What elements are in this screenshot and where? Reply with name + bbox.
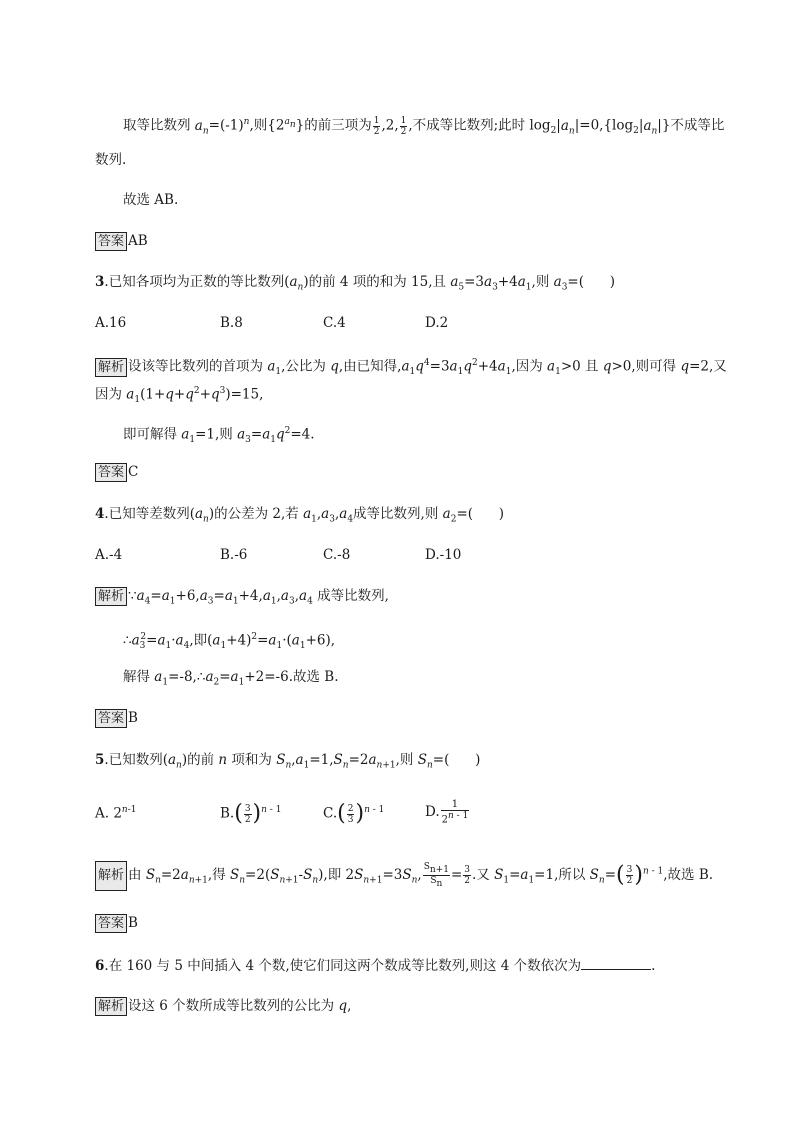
q5-option-d: D. $\frac{1}{2^{n - 1}}$ [425, 799, 469, 826]
q5-answer-value: B [128, 915, 138, 931]
q3-analysis-line-1: 解析 设该等比数列的首项为 $a_1$,公比为 q,由已知得$,a_1q^4=3a_1q^2+4a_1$,因为 $a_1>0$ 且 q>0,则可得 q=2,又 [95, 353, 727, 382]
q3-stem: 3.已知各项均为正数的等比数列$(a_n)$的前 4 项的和为 15,且 $a_5=3a_3+4a_1$,则 $a_3=$( ) [95, 274, 616, 293]
q4-answer-row [95, 708, 138, 728]
q2-answer-value: AB [128, 233, 148, 249]
q4-stem: 4.已知等差数列$(a_n)$的公差为 2,若 $a_1,a_3,a_4$成等比数列,则 $a_2=$( ) [95, 506, 505, 525]
q3-analysis-line-3: 即可解得 $a_1=1$,则 $a_3=a_1q^2=4$. [123, 426, 315, 446]
q3-analysis-line-2: 因为 $a_1(1+q+q^2+q^3)=15$, [95, 386, 264, 406]
q3-option-c: C.4 [323, 315, 346, 331]
analysis-label: 解析 [95, 997, 127, 1016]
q6-answer-blank [581, 955, 651, 970]
analysis-label: 解析 [95, 861, 127, 891]
q5-number: 5 [95, 752, 105, 768]
q3-answer-value: C [128, 464, 139, 480]
q3-option-a: A.16 [95, 315, 127, 331]
q5-answer-row [95, 913, 138, 933]
q5-option-b: B.( $\frac{3}{2}$ )$^{n - 1}$ [220, 801, 282, 826]
answer-label: 答案 [95, 914, 127, 933]
q3-answer-row [95, 462, 138, 482]
q4-number: 4 [95, 506, 105, 522]
prev-solution-line-2: 数列. [95, 152, 127, 168]
q3-option-d: D.2 [425, 315, 449, 331]
q5-analysis-line-1: 解析 由 $S_n=2a_{n+1}$,得 $S_n=2(S_{n+1}-S_n)$,即 $2S_{n+1}=3S_n$, $\frac{S_{n+1}}{S_n}$ = $\frac{3}{2}$ .又 $S_1=a_1=1$,所以 $S_n=$( $\frac{3}{2}$ )$^{n - 1}$,故选 B. [95, 861, 713, 891]
q5-option-c: C.( $\frac{2}{3}$ )$^{n - 1}$ [323, 801, 385, 826]
answer-label: 答案 [95, 232, 127, 251]
analysis-label: 解析 [95, 587, 127, 606]
answer-label: 答案 [95, 709, 127, 728]
q3-number: 3 [95, 274, 105, 290]
q5-stem: 5.已知数列$(a_n)$的前 n 项和为 $S_n,a_1=1,S_n=2a_{n+1}$,则 $S_n=$( ) [95, 752, 481, 771]
q6-stem-end: . [651, 958, 656, 974]
q3-option-b: B.8 [220, 315, 243, 331]
q4-analysis-line-3: 解得 $a_1=-8,\therefore a_2=a_1+2=-6$.故选 B. [123, 669, 339, 688]
q2-answer-row [95, 231, 148, 251]
analysis-label: 解析 [95, 358, 127, 377]
q4-option-b: B.-6 [220, 547, 248, 563]
q6-number: 6 [95, 958, 105, 974]
q4-analysis-line-1: 解析 $\because a_4=a_1+6,a_3=a_1+4,a_1,a_3,a_4$ 成等比数列, [95, 586, 389, 612]
q4-analysis-line-2: $\therefore a_3^2=a_1\cdot a_4$,即$(a_1+4)^2=a_1\cdot(a_1+6)$, [123, 632, 336, 652]
q6-stem-text: .在 160 与 5 中间插入 4 个数,使它们同这两个数成等比数列,则这 4 个数依次为 [104, 958, 582, 974]
q5-option-a: A. 2$^{n-1}$ [95, 805, 137, 822]
answer-label: 答案 [95, 463, 127, 482]
q6-stem [95, 955, 655, 976]
q4-option-c: C.-8 [323, 547, 351, 563]
q4-answer-value: B [128, 710, 138, 726]
prev-solution-line-3: 故选 AB. [123, 192, 179, 208]
q4-option-d: D.-10 [425, 547, 462, 563]
q6-analysis-line-1: 解析 设这 6 个数所成等比数列的公比为 q, [95, 996, 351, 1016]
prev-solution-line-1: 取等比数列 $a_n=(-1)^n$,则$\{2^{a_n}\}$的前三项为 $\frac{1}{2}$ ,2, $\frac{1}{2}$ ,不成等比数列;此时 $\log_2|a_n|=0,\{\log_2|a_n|\}$不成等比 [123, 115, 725, 137]
q4-option-a: A.-4 [95, 547, 123, 563]
